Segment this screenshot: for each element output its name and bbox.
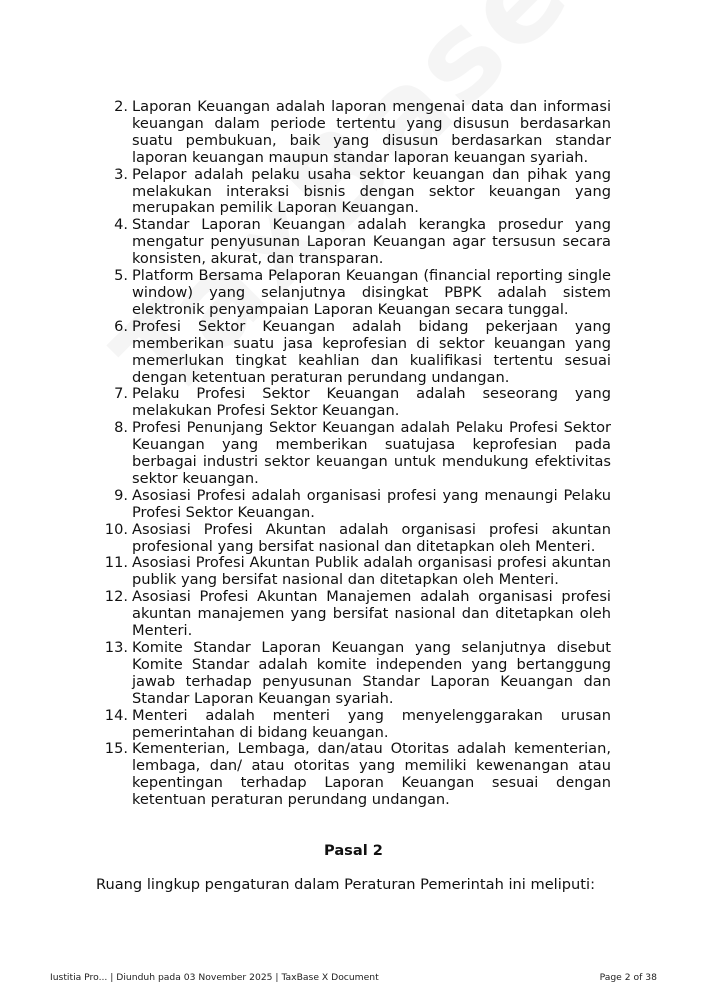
- list-text: Kementerian, Lembaga, dan/atau Otoritas adalah kementerian, lembaga, dan/ atau otoritas yang memiliki kewenangan atau kepentingan terhadap Laporan Keuangan sesuai dengan ketentuan peraturan perundang undangan.: [132, 740, 611, 809]
- list-number: 10.: [104, 520, 128, 538]
- list-text: Pelapor adalah pelaku usaha sektor keuangan dan pihak yang melakukan interaksi bisnis dengan sektor keuangan yang merupakan pemilik Laporan Keuangan.: [132, 165, 611, 217]
- list-number: 13.: [104, 639, 128, 656]
- list-item: [96, 555, 611, 589]
- list-number: 9.: [114, 486, 128, 504]
- list-text: Asosiasi Profesi Akuntan Publik adalah organisasi profesi akuntan publik yang bersifat nasional dan ditetapkan oleh Menteri.: [132, 554, 611, 589]
- list-item: [96, 167, 611, 218]
- list-number: 5.: [114, 267, 128, 285]
- list-text: Laporan Keuangan adalah laporan mengenai data dan informasi keuangan dalam periode tertentu yang disusun berdasarkan suatu pembukuan, baik yang disusun berdasarkan standar laporan keuangan maupun standar laporan keuangan syariah.: [132, 98, 611, 166]
- section-heading: Pasal 2: [324, 842, 383, 859]
- list-item: [96, 99, 611, 167]
- list-item: [96, 708, 611, 742]
- list-number: 15.: [104, 740, 128, 758]
- list-text: Pelaku Profesi Sektor Keuangan adalah seseorang yang melakukan Profesi Sektor Keuangan.: [132, 385, 611, 420]
- list-number: 12.: [104, 588, 128, 606]
- list-text: Profesi Sektor Keuangan adalah bidang pekerjaan yang memberikan suatu jasa keprofesian di sektor keuangan yang memerlukan tingkat keahlian dan kualifikasi tertentu sesuai dengan ketentuan peraturan perundang undangan.: [132, 317, 611, 386]
- list-number: 14.: [104, 706, 128, 724]
- list-number: 7.: [114, 385, 128, 403]
- list-text: Asosiasi Profesi adalah organisasi profesi yang menaungi Pelaku Profesi Sektor Keuangan.: [132, 486, 611, 521]
- list-number: 3.: [114, 165, 128, 183]
- list-item: [96, 640, 611, 708]
- section-intro: Ruang lingkup pengaturan dalam Peraturan Pemerintah ini meliputi:: [96, 876, 595, 893]
- list-number: 11.: [104, 554, 128, 572]
- list-text: Komite Standar Laporan Keuangan yang selanjutnya disebut Komite Standar adalah komite independen yang bertanggung jawab terhadap penyusunan Standar Laporan Keuangan dan Standar Laporan Keuangan syariah.: [132, 639, 611, 707]
- list-number: 8.: [114, 419, 128, 437]
- list-item: [96, 522, 611, 556]
- list-number: 4.: [114, 216, 128, 234]
- list-item: [96, 217, 611, 268]
- list-item: [96, 741, 611, 809]
- list-text: Profesi Penunjang Sektor Keuangan adalah Pelaku Profesi Sektor Keuangan yang memberikan suatujasa keprofesian pada berbagai industri sektor keuangan untuk mendukung efektivitas sektor keuangan.: [132, 419, 611, 487]
- list-text: Menteri adalah menteri yang menyelenggarakan urusan pemerintahan di bidang keuangan.: [132, 706, 611, 741]
- list-item: [96, 420, 611, 488]
- list-text: Standar Laporan Keuangan adalah kerangka prosedur yang mengatur penyusunan Laporan Keuangan agar tersusun secara konsisten, akurat, dan transparan.: [132, 216, 611, 268]
- list-number: 2.: [114, 98, 128, 115]
- list-item: [96, 319, 611, 387]
- page-number: Page 2 of 38: [599, 972, 657, 983]
- list-item: [96, 488, 611, 522]
- list-item: [96, 268, 611, 319]
- definitions-list: [96, 99, 611, 809]
- list-text: Platform Bersama Pelaporan Keuangan (financial reporting single window) yang selanjutnya disingkat PBPK adalah sistem elektronik penyampaian Laporan Keuangan secara tunggal.: [132, 267, 611, 318]
- footer-source: Iustitia Pro... | Diunduh pada 03 November 2025 | TaxBase X Document: [50, 972, 379, 983]
- list-text: Asosiasi Profesi Akuntan adalah organisasi profesi akuntan profesional yang bersifat nasional dan ditetapkan oleh Menteri.: [132, 520, 611, 555]
- list-text: Asosiasi Profesi Akuntan Manajemen adalah organisasi profesi akuntan manajemen yang bersifat nasional dan ditetapkan oleh Menteri.: [132, 588, 611, 640]
- list-item: [96, 589, 611, 640]
- list-number: 6.: [114, 317, 128, 335]
- list-item: [96, 386, 611, 420]
